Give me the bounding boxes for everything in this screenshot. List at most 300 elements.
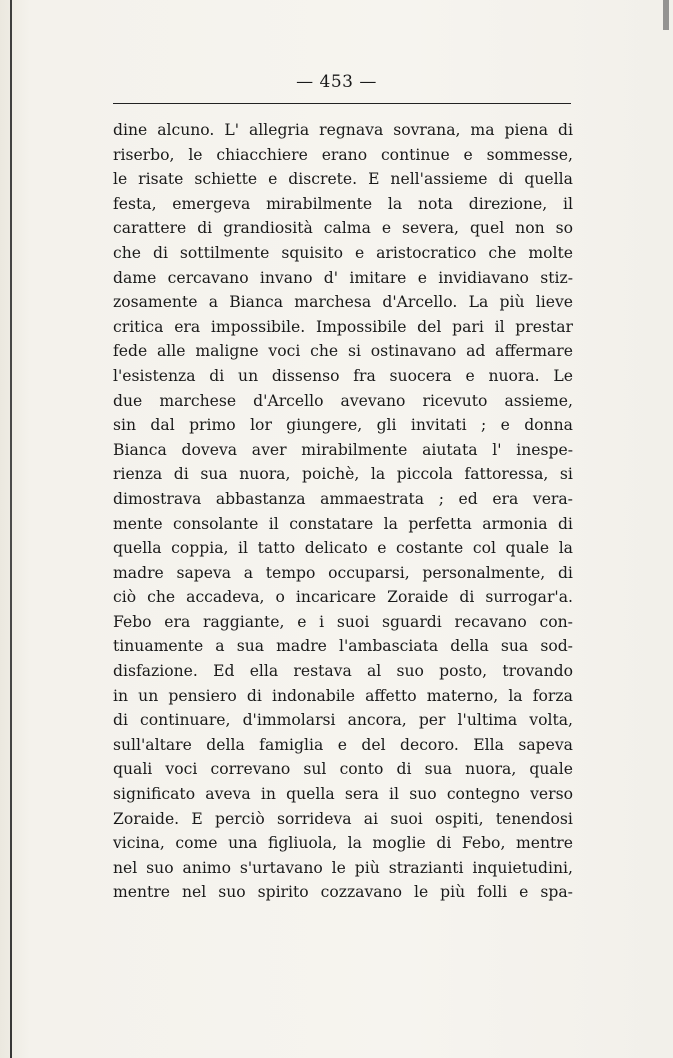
text-line [113,339,573,364]
word: delicato [304,539,368,558]
word: prestar [515,317,573,336]
word: l'ambasciata [338,637,439,656]
word: vera- [532,489,573,508]
word: chiacchiere [216,145,308,164]
word: piena [504,121,549,139]
word: e [337,735,347,754]
word: sod- [540,637,573,656]
word: di [436,834,452,853]
word: Impossibile [315,317,407,336]
word: lieve [535,293,573,312]
word: voci [165,760,198,779]
word: incaricare [295,588,377,607]
word: aristocratico [376,243,477,262]
word: alle [157,342,186,361]
text-line [113,536,573,561]
word: sommesse, [486,145,573,164]
word: sua [236,637,265,656]
word: materno, [426,686,499,705]
word: Ella [473,735,504,754]
word: riserbo, [113,145,175,164]
word: gli [376,416,397,435]
word: a [215,637,225,656]
word: di [557,563,573,582]
word: e [377,539,387,558]
word: quale [505,539,550,558]
word: moglie [372,834,426,853]
word: che [147,588,176,607]
word: e [465,366,475,385]
word: il [389,785,400,804]
word: invitati [410,416,467,435]
text-line [113,216,573,241]
word: dimostrava [113,489,202,508]
text-line [113,634,573,659]
word: e [500,416,510,435]
word: invidiavano [438,268,529,287]
text-line [113,290,573,315]
word: Zoraide [387,588,449,607]
text-line [113,880,573,905]
word: e [354,243,365,262]
word: di [152,243,168,262]
word: schiette [194,170,258,189]
word: contegno [446,785,520,804]
word: dal [150,416,175,435]
word: nuora, [465,760,517,779]
word: di [173,465,189,484]
word: posto, [439,662,488,681]
word: rienza [113,465,163,484]
word: zosamente [113,293,198,312]
text-line [113,782,573,807]
word: inquietudini, [472,858,573,877]
word: due [113,391,143,410]
word: Febo, [461,834,506,853]
word: nel [181,883,207,902]
word: famiglia [259,735,324,754]
word: grandiosità [223,219,313,238]
word: significato [113,785,196,804]
word: folli [477,883,508,902]
word: sapeva [176,563,232,582]
word: l'ultima [457,711,518,730]
word: continuare, [140,711,231,730]
word: spa- [540,883,573,902]
word: suoi [336,612,370,631]
word: fattoressa, [464,465,549,484]
word: ospiti, [434,809,484,828]
word: perciò [214,809,265,828]
word: e [519,883,529,902]
word: quale [529,760,573,779]
word: nuora. [488,366,540,385]
text-line [113,413,573,438]
word: costante [396,539,464,558]
word: la [558,539,573,558]
word: L' [224,121,239,139]
word: fra [353,366,376,385]
word: stiz- [540,268,573,287]
word: emergeva [172,194,251,213]
word: tempo [265,563,316,582]
word: ricevuto [422,391,488,410]
word: impossibile. [210,317,306,336]
word: cozzavano [320,883,402,902]
word: quella [524,170,573,189]
word: E [368,170,380,189]
word: surrogar'a. [485,588,573,607]
word: assieme, [504,391,573,410]
word: sin [113,416,137,435]
word: maligne [195,342,259,361]
word: le [413,883,429,902]
word: di [113,711,128,730]
word: mente [113,514,163,533]
word: ; [480,416,487,435]
word: e [297,612,307,631]
text-line [113,266,573,291]
word: Bianca [229,293,284,312]
word: aveva [205,785,251,804]
word: perfetta [408,514,472,533]
word: ad [466,342,486,361]
word: il [268,514,279,533]
word: vicina, [113,834,165,853]
word: piccola [396,465,453,484]
word: e [381,219,392,238]
word: col [472,539,496,558]
word: era [492,489,519,508]
word: affermare [495,342,573,361]
word: figliuola, [268,834,338,853]
word: del [417,317,442,336]
word: sera [344,785,379,804]
word: doveva [181,440,238,459]
word: i [319,612,325,631]
text-line [113,143,573,168]
word: una [228,834,258,853]
word: che [488,243,517,262]
text-line [113,364,573,389]
word: critica [113,317,164,336]
word: voci [268,342,301,361]
word: restava [293,662,352,681]
word: di [396,760,412,779]
word: ma [470,121,495,139]
word: le [188,145,203,164]
word: sguardi [382,612,442,631]
word: Bianca [113,440,167,459]
word: il [238,539,249,558]
text-line [113,684,573,709]
word: mentre [113,883,171,902]
word: trovando [502,662,573,681]
word: ciò [113,588,137,607]
text-line [113,831,573,856]
word: quel [469,219,505,238]
word: correvano [210,760,291,779]
word: d'Arcello. [382,293,458,312]
text-line [113,757,573,782]
text-line [113,438,573,463]
word: pari [452,317,484,336]
word: occuparsi, [328,563,410,582]
word: sua [500,637,529,656]
word: di [209,366,225,385]
word: armonia [482,514,548,533]
word: E [191,809,203,828]
body-text [113,118,573,905]
word: dine [113,121,148,139]
word: calma [323,219,371,238]
word: fede [113,342,148,361]
word: ai [363,809,379,828]
word: di [246,686,262,705]
word: tinuamente [113,637,204,656]
word: la [508,686,523,705]
word: e [268,170,278,189]
word: di [459,588,475,607]
word: spirito [257,883,309,902]
word: continue [380,145,450,164]
word: nel [113,858,138,877]
word: sovrana, [393,121,461,139]
word: nell'assieme [390,170,488,189]
word: il [562,194,573,213]
word: ostinavano [370,342,457,361]
word: al [366,662,382,681]
word: invano [259,268,313,287]
word: un [238,366,259,385]
word: ed [458,489,478,508]
word: so [555,219,573,238]
text-line [113,315,573,340]
word: sull'altare [113,735,192,754]
word: cercavano [167,268,249,287]
text-line [113,462,573,487]
word: constatare [289,514,374,533]
word: forza [532,686,573,705]
binding-edge [10,0,12,1058]
word: disfazione. [113,662,198,681]
word: il [494,317,505,336]
word: suo [409,785,437,804]
word: a [208,293,218,312]
word: quella [113,539,162,558]
word: risate [138,170,184,189]
word: Febo [113,612,152,631]
word: verso [530,785,573,804]
word: aiutata [422,440,478,459]
word: nuora, [239,465,291,484]
word: di [197,219,213,238]
word: della [206,735,245,754]
word: carattere [113,219,187,238]
word: direzione, [468,194,548,213]
word: più [354,858,380,877]
word: ammaestrata [320,489,425,508]
text-line [113,807,573,832]
word: accadeva, [186,588,265,607]
word: molte [528,243,573,262]
word: Zoraide. [113,809,180,828]
word: l' [492,440,502,459]
word: allegria [248,121,310,139]
text-line [113,585,573,610]
word: sapeva [518,735,573,754]
word: le [113,170,128,189]
word: che [113,243,142,262]
word: pensiero [168,686,237,705]
word: aver [251,440,287,459]
word: strazianti [388,858,464,877]
word: la [370,465,386,484]
word: abbastanza [215,489,306,508]
word: consolante [172,514,259,533]
word: coppia, [171,539,229,558]
word: di [557,514,573,533]
word: suocera [389,366,452,385]
word: indonabile [272,686,355,705]
word: marchesa [294,293,372,312]
word: giungere, [286,416,363,435]
word: per [418,711,446,730]
word: con- [539,612,573,631]
word: in [113,686,129,705]
word: mentre [515,834,573,853]
word: suo [218,883,246,902]
word: animo [182,858,231,877]
word: un [138,686,159,705]
text-line [113,561,573,586]
word: e [463,145,473,164]
word: decoro. [399,735,459,754]
word: ancora, [347,711,407,730]
text-line [113,167,573,192]
word: ella [249,662,279,681]
word: tenendosi [495,809,573,828]
word: volta, [529,711,573,730]
word: ; [438,489,444,508]
word: Ed [213,662,235,681]
word: che [310,342,339,361]
word: mirabilmente [301,440,408,459]
word: tatto [257,539,296,558]
text-line [113,659,573,684]
word: dissenso [271,366,340,385]
word: la [347,834,362,853]
word: discrete. [288,170,358,189]
word: primo [189,416,236,435]
word: non [515,219,545,238]
page-number: — 453 — [296,72,377,92]
word: come [175,834,218,853]
word: sul [303,760,327,779]
word: l'esistenza [113,366,196,385]
word: la [383,514,398,533]
word: del [361,735,386,754]
edge-mark [663,0,669,30]
word: sua [200,465,228,484]
word: più [499,293,525,312]
word: erano [321,145,368,164]
word: madre [276,637,327,656]
text-line [113,856,573,881]
word: regnava [319,121,384,139]
word: La [468,293,489,312]
word: le [331,858,346,877]
word: quella [286,785,335,804]
word: recavano [454,612,527,631]
word: dame [113,268,157,287]
text-line [113,487,573,512]
word: s'urtavano [239,858,323,877]
word: nota [417,194,453,213]
word: era [164,612,191,631]
word: in [260,785,276,804]
text-line [113,241,573,266]
word: sua [424,760,452,779]
word: suo [146,858,174,877]
text-line [113,610,573,635]
word: e [417,268,427,287]
text-line [113,192,573,217]
word: raggiante, [203,612,285,631]
word: sottilmente [179,243,270,262]
word: o [275,588,285,607]
word: festa, [113,194,157,213]
word: marchese [159,391,237,410]
text-line [113,118,573,143]
text-line [113,708,573,733]
word: squisito [281,243,343,262]
word: lor [250,416,272,435]
word: d'Arcello [253,391,324,410]
word: la [387,194,403,213]
word: affetto [365,686,417,705]
word: avevano [340,391,406,410]
word: personalmente, [422,563,546,582]
word: alcuno. [157,121,215,139]
word: d' [323,268,339,287]
text-line [113,733,573,758]
word: imitare [349,268,407,287]
word: di [557,121,573,139]
word: mirabilmente [266,194,373,213]
word: conto [339,760,384,779]
word: quali [113,760,153,779]
word: poichè, [302,465,360,484]
word: si [347,342,361,361]
word: d'immolarsi [242,711,336,730]
word: Le [553,366,573,385]
header-rule [113,103,571,104]
word: più [440,883,466,902]
word: di [498,170,514,189]
word: donna [524,416,573,435]
word: a [243,563,254,582]
word: suoi [390,809,423,828]
word: madre [113,563,164,582]
word: era [174,317,201,336]
text-line [113,389,573,414]
text-line [113,512,573,537]
word: della [450,637,489,656]
word: sorrideva [276,809,352,828]
word: inespe- [516,440,573,459]
word: suo [396,662,424,681]
